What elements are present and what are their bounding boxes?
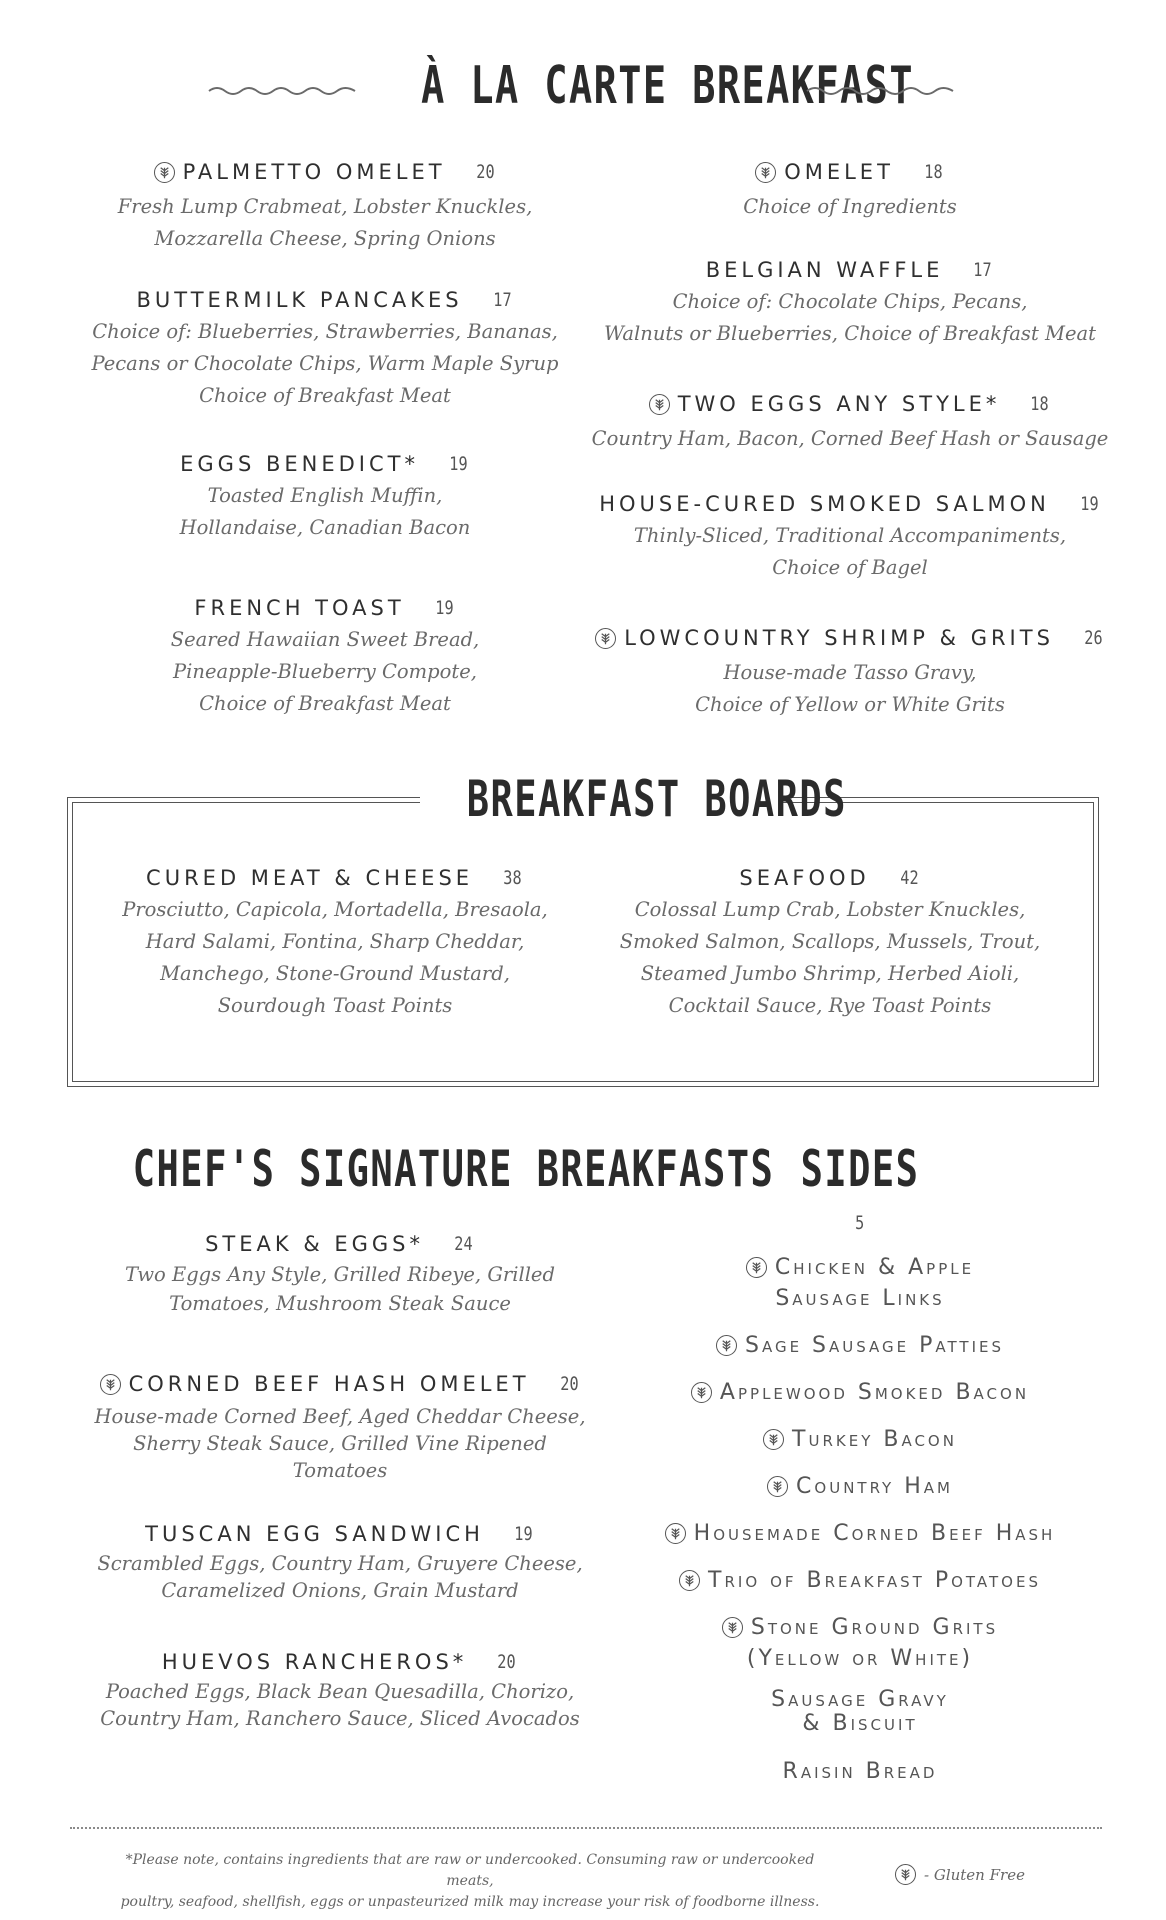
item-desc-line: Choice of Ingredients [743, 194, 957, 218]
side-label: Sausage Gravy [771, 1687, 949, 1712]
item-name: BUTTERMILK PANCAKES [136, 288, 463, 312]
menu-item [80, 1522, 600, 1604]
item-desc-line: Colossal Lump Crab, Lobster Knuckles, [634, 898, 1026, 921]
side-label: Chicken & Apple [774, 1255, 975, 1280]
section-title-a-la-carte: À LA CARTE BREAKFAST [421, 56, 915, 116]
wave-ornament-right [805, 84, 955, 98]
gluten-free-icon [746, 1257, 767, 1278]
item-desc-line: Country Ham, Ranchero Sauce, Sliced Avocados [100, 1707, 580, 1730]
item-price: 19 [434, 597, 454, 619]
item-desc-line: Mozzarella Cheese, Spring Onions [154, 226, 496, 250]
side-label: Country Ham [796, 1474, 953, 1499]
item-desc-line: Sherry Steak Sauce, Grilled Vine Ripened [133, 1431, 547, 1455]
item-desc-line: Two Eggs Any Style, Grilled Ribeye, Grilled [125, 1263, 555, 1286]
item-name: FRENCH TOAST [194, 596, 405, 620]
item-price: 17 [973, 259, 993, 281]
side-label: Stone Ground Grits [750, 1615, 999, 1640]
item-price: 19 [514, 1523, 533, 1545]
item-desc-line: Pecans or Chocolate Chips, Warm Maple Syrup [91, 352, 559, 375]
gluten-free-icon [649, 394, 670, 415]
item-desc-line: Prosciutto, Capicola, Mortadella, Bresaola, [122, 898, 548, 921]
item-name: SEAFOOD [739, 866, 870, 890]
side-item [640, 1688, 1080, 1736]
side-label: Turkey Bacon [792, 1427, 957, 1452]
item-name: STEAK & EGGS* [205, 1232, 425, 1256]
item-desc-line: Caramelized Onions, Grain Mustard [161, 1579, 519, 1602]
gluten-free-icon [755, 162, 776, 183]
side-item [640, 1758, 1080, 1785]
allergy-note [120, 1850, 820, 1913]
side-item [640, 1567, 1080, 1598]
item-desc-line: Steamed Jumbo Shrimp, Herbed Aioli, [640, 962, 1020, 985]
gluten-free-icon [665, 1523, 686, 1544]
item-desc-line: House-made Tasso Gravy, [723, 660, 977, 684]
menu-item [80, 1232, 600, 1318]
footer-divider [70, 1827, 1102, 1829]
gluten-free-icon [679, 1570, 700, 1591]
item-desc-line: Pineapple-Blueberry Compote, [173, 660, 477, 683]
side-label: & Biscuit [802, 1711, 918, 1736]
item-name: BELGIAN WAFFLE [705, 258, 944, 282]
item-name: HOUSE-CURED SMOKED SALMON [599, 492, 1050, 516]
menu-item [560, 626, 1140, 721]
side-label: Applewood Smoked Bacon [719, 1380, 1030, 1405]
item-price: 20 [475, 161, 495, 183]
item-price: 19 [449, 453, 468, 475]
item-desc-line: Choice of Breakfast Meat [199, 384, 451, 407]
gluten-free-legend [895, 1864, 1025, 1885]
item-price: 20 [497, 1651, 516, 1673]
menu-item [580, 160, 1120, 223]
board-item [590, 866, 1070, 1022]
item-name: CORNED BEEF HASH OMELET [128, 1372, 530, 1396]
section-title-boards: BREAKFAST BOARDS [466, 770, 847, 828]
item-desc-line: Choice of Bagel [772, 556, 928, 579]
item-name: TUSCAN EGG SANDWICH [145, 1522, 484, 1546]
item-desc-line: Country Ham, Bacon, Corned Beef Hash or Sausage [591, 426, 1109, 450]
allergy-note-line: *Please note, contains ingredients that are raw or undercooked. Consuming raw or undercooked meats, [125, 1852, 815, 1889]
item-desc-line: Toasted English Muffin, [207, 484, 443, 507]
board-item [90, 866, 580, 1022]
side-label: Trio of Breakfast Potatoes [708, 1568, 1041, 1593]
allergy-note-line: poultry, seafood, shellfish, eggs or unpasteurized milk may increase your risk of foodborne illness. [120, 1894, 820, 1910]
item-desc-line: Hollandaise, Canadian Bacon [179, 516, 471, 539]
item-name: PALMETTO OMELET [182, 160, 446, 184]
side-label: Sausage Links [775, 1286, 945, 1311]
item-desc-line: Choice of Breakfast Meat [199, 692, 451, 715]
item-desc-line: Smoked Salmon, Scallops, Mussels, Trout, [619, 930, 1041, 953]
side-item [640, 1254, 1080, 1312]
side-item [640, 1520, 1080, 1551]
item-name: EGGS BENEDICT* [180, 452, 419, 476]
item-price: 17 [492, 289, 512, 311]
side-item [640, 1379, 1080, 1410]
item-desc-line: Seared Hawaiian Sweet Bread, [170, 628, 480, 651]
item-name: OMELET [784, 160, 894, 184]
wave-ornament-left [207, 84, 357, 98]
item-desc-line: Walnuts or Blueberries, Choice of Breakfast Meat [604, 322, 1096, 345]
side-item [640, 1426, 1080, 1457]
item-desc-line: House-made Corned Beef, Aged Cheddar Cheese, [94, 1404, 586, 1428]
section-title-sides: SIDES [800, 1140, 920, 1198]
item-name: CURED MEAT & CHEESE [146, 866, 474, 890]
item-price: 18 [1030, 393, 1049, 415]
item-desc-line: Poached Eggs, Black Bean Quesadilla, Chorizo, [105, 1680, 575, 1703]
side-label: Housemade Corned Beef Hash [693, 1521, 1056, 1546]
item-name: HUEVOS RANCHEROS* [161, 1650, 468, 1674]
item-desc-line: Thinly-Sliced, Traditional Accompaniments, [633, 524, 1067, 547]
item-desc-line: Choice of: Blueberries, Strawberries, Bananas, [92, 320, 558, 343]
side-item [640, 1332, 1080, 1363]
item-price: 20 [559, 1373, 579, 1395]
gluten-free-icon [100, 1374, 121, 1395]
side-label: (Yellow or White) [746, 1646, 974, 1671]
item-desc-line: Sourdough Toast Points [217, 994, 453, 1017]
side-item [640, 1614, 1080, 1672]
item-desc-line: Scrambled Eggs, Country Ham, Gruyere Cheese, [97, 1552, 583, 1575]
gluten-free-icon [763, 1429, 784, 1450]
menu-item [580, 392, 1120, 455]
gluten-free-icon [722, 1617, 743, 1638]
item-desc-line: Fresh Lump Crabmeat, Lobster Knuckles, [117, 194, 533, 218]
item-price: 19 [1080, 493, 1099, 515]
gluten-free-icon [767, 1476, 788, 1497]
gluten-free-icon [154, 162, 175, 183]
item-desc-line: Hard Salami, Fontina, Sharp Cheddar, [145, 930, 525, 953]
item-desc-line: Manchego, Stone-Ground Mustard, [160, 962, 510, 985]
menu-item [70, 1372, 610, 1484]
menu-item [580, 492, 1120, 584]
gluten-free-icon [895, 1864, 916, 1885]
section-title-signature: CHEF'S SIGNATURE BREAKFASTS [132, 1140, 775, 1198]
item-price: 42 [899, 867, 919, 889]
menu-item [80, 1650, 600, 1732]
item-price: 38 [503, 867, 522, 889]
side-label: Raisin Bread [782, 1759, 938, 1784]
item-desc-line: Tomatoes [292, 1458, 388, 1482]
menu-item [80, 596, 570, 720]
item-price: 24 [454, 1233, 473, 1255]
item-name: TWO EGGS ANY STYLE* [677, 392, 1001, 416]
gluten-free-icon [691, 1382, 712, 1403]
legend-text: - Gluten Free [924, 1865, 1025, 1884]
side-label: Sage Sausage Patties [744, 1333, 1004, 1358]
item-name: LOWCOUNTRY SHRIMP & GRITS [624, 626, 1054, 650]
gluten-free-icon [595, 628, 616, 649]
menu-item [80, 288, 570, 412]
item-price: 26 [1084, 627, 1103, 649]
menu-item [580, 258, 1120, 350]
menu-item [80, 160, 570, 255]
side-item [640, 1473, 1080, 1504]
item-desc-line: Tomatoes, Mushroom Steak Sauce [169, 1292, 511, 1315]
menu-item [80, 452, 570, 544]
item-desc-line: Cocktail Sauce, Rye Toast Points [668, 994, 992, 1017]
item-desc-line: Choice of Yellow or White Grits [695, 692, 1005, 716]
item-desc-line: Choice of: Chocolate Chips, Pecans, [672, 290, 1028, 313]
gluten-free-icon [716, 1335, 737, 1356]
sides-price: 5 [855, 1212, 865, 1234]
item-price: 18 [924, 161, 943, 183]
